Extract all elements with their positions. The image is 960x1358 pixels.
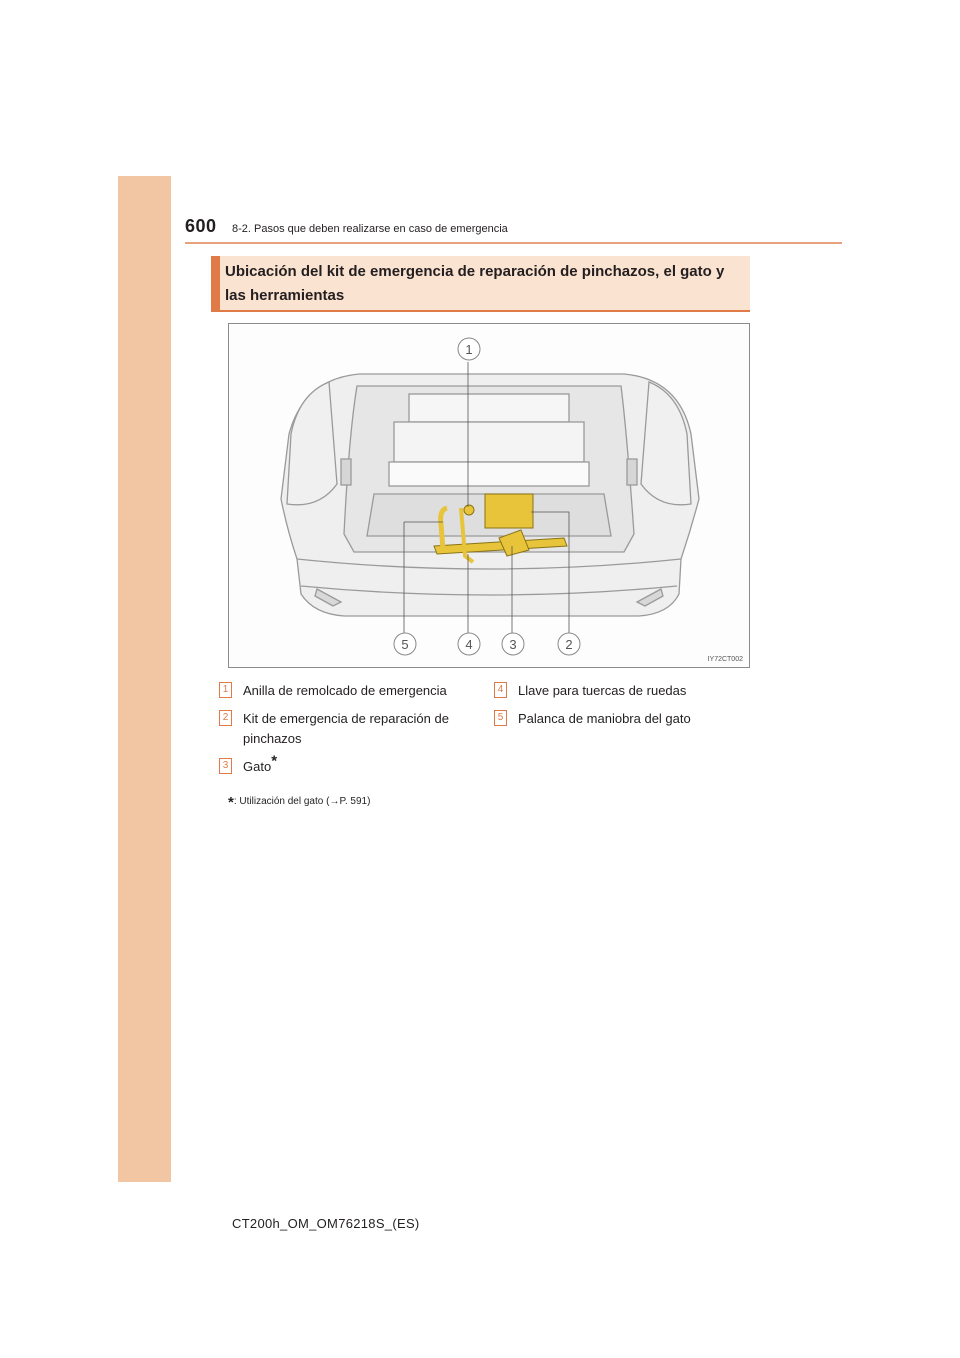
legend-text-2: Kit de emergencia de reparación de pinchazos [243,711,449,746]
header-rule [185,242,842,244]
legend-text-3: Gato [243,759,272,774]
callout-5: 5 [401,637,409,652]
section-title: Ubicación del kit de emergencia de reparación de pinchazos, el gato y las herramientas [225,263,725,304]
running-header: 8-2. Pasos que deben realizarse en caso de emergencia [232,223,508,235]
section-heading [211,256,750,312]
legend-text-4: Llave para tuercas de ruedas [518,683,687,698]
callout-4: 4 [465,637,473,652]
legend-number-1: 1 [219,682,232,698]
legend-number-4: 4 [494,682,507,698]
footnote-star: * [228,794,234,811]
footnote [228,794,370,811]
page-number: 600 [185,216,217,236]
trunk-illustration [228,323,750,668]
callout-3: 3 [509,637,517,652]
legend-text-5: Palanca de maniobra del gato [518,711,691,726]
legend-number-5: 5 [494,710,507,726]
callout-1: 1 [465,342,473,357]
legend-text-3-wrap [243,752,473,777]
legend-text-1: Anilla de remolcado de emergencia [243,683,447,698]
callout-2: 2 [565,637,573,652]
car-rear-drawing [229,324,749,667]
legend-number-2: 2 [219,710,232,726]
footer-doc-code: CT200h_OM_OM76218S_(ES) [232,1216,420,1231]
chapter-sidebar-tab [118,176,171,1182]
figure-code: IY72CT002 [707,656,743,663]
legend-number-3: 3 [219,758,232,774]
footnote-text: : Utilización del gato (→P. 591) [233,796,371,807]
legend-star-3: * [271,752,278,770]
section-heading-bar [211,256,220,310]
